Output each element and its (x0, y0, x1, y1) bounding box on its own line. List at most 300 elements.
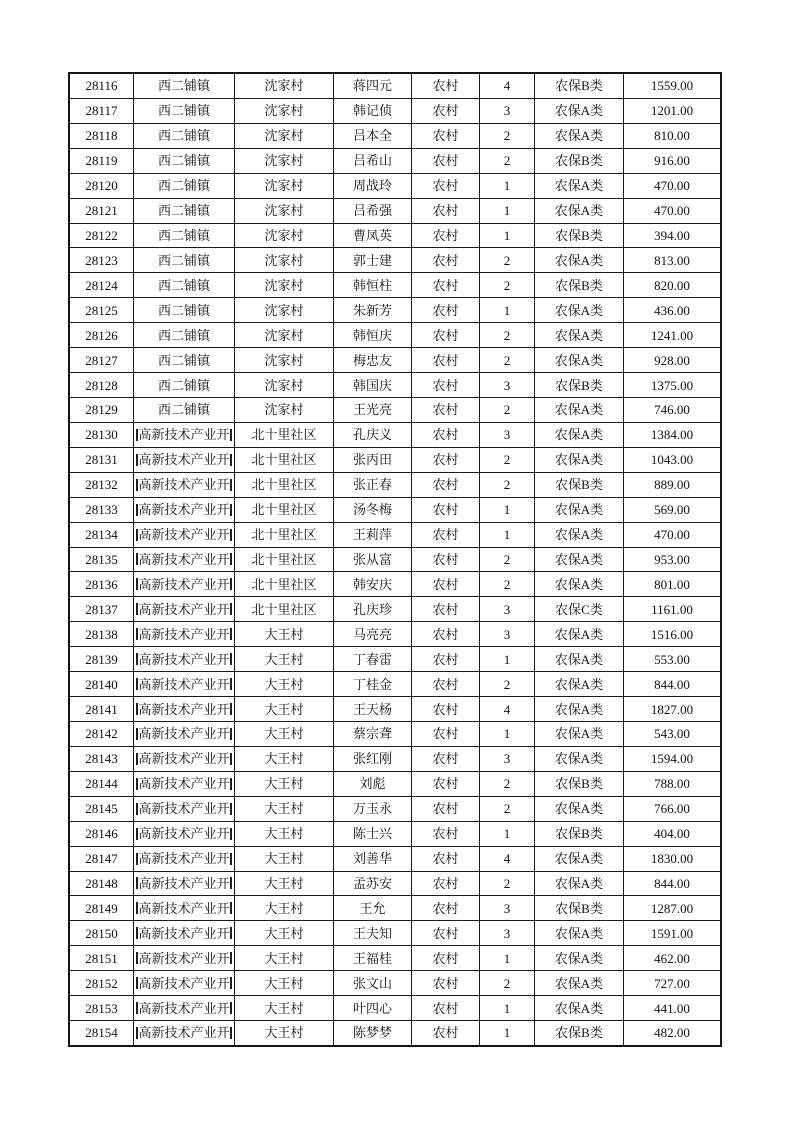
cell-village: 大王村 (235, 647, 334, 671)
cell-village: 大王村 (235, 722, 334, 746)
cell-person-name: 韩安庆 (334, 572, 412, 596)
cell-town (134, 722, 235, 746)
cell-person-name: 孟苏安 (334, 872, 412, 896)
cell-record-no: 28128 (70, 373, 134, 397)
cell-household-type: 农村 (412, 348, 480, 372)
cell-record-no: 28131 (70, 448, 134, 472)
cell-person-name: 丁桂金 (334, 672, 412, 696)
cell-person-name: 韩恒庆 (334, 323, 412, 347)
cell-village: 北十里社区 (235, 448, 334, 472)
town-text: 高新技术产业开 (138, 427, 230, 443)
town-text: 高新技术产业开 (138, 875, 230, 891)
table-row (70, 199, 720, 224)
cell-household-type: 农村 (412, 548, 480, 572)
clipped-glyph-sliver (136, 778, 138, 790)
cell-amount: 482.00 (654, 1025, 690, 1041)
table-row (70, 996, 720, 1021)
table-row (70, 273, 720, 298)
cell-village: 大王村 (235, 971, 334, 995)
pension-benefit-table (68, 72, 722, 1047)
cell-person-count: 2 (480, 273, 535, 297)
cell-village: 北十里社区 (235, 572, 334, 596)
clipped-glyph-sliver (136, 952, 138, 964)
cell-village: 沈家村 (235, 199, 334, 223)
cell-person-name: 陈士兴 (334, 822, 412, 846)
cell-household-type: 农村 (412, 597, 480, 621)
cell-person-count: 2 (480, 448, 535, 472)
table-row (70, 174, 720, 199)
cell-person-count: 1 (480, 498, 535, 522)
cell-record-no: 28123 (70, 248, 134, 272)
cell-town: 西二铺镇 (134, 348, 235, 372)
cell-amount: 1287.00 (650, 900, 694, 916)
cell-village: 北十里社区 (235, 423, 334, 447)
cell-amount: 844.00 (654, 676, 690, 692)
cell-town: 西二铺镇 (134, 373, 235, 397)
cell-village: 北十里社区 (235, 597, 334, 621)
cell-village: 大王村 (235, 896, 334, 920)
cell-town (134, 921, 235, 945)
cell-person-count: 1 (480, 1021, 535, 1045)
cell-household-type: 农村 (412, 872, 480, 896)
table-row (70, 647, 720, 672)
cell-amount: 746.00 (654, 402, 690, 418)
cell-insurance-category: 农保A类 (535, 971, 624, 995)
clipped-glyph-sliver (230, 578, 232, 590)
town-text: 高新技术产业开 (138, 576, 230, 592)
cell-person-name: 周战玲 (334, 174, 412, 198)
cell-household-type: 农村 (412, 971, 480, 995)
table-row (70, 872, 720, 897)
clipped-glyph-sliver (230, 977, 232, 989)
cell-household-type: 农村 (412, 946, 480, 970)
town-text: 高新技术产业开 (138, 502, 230, 518)
cell-insurance-category: 农保A类 (535, 298, 624, 322)
cell-village: 沈家村 (235, 99, 334, 123)
cell-person-name: 韩记侦 (334, 99, 412, 123)
cell-person-count: 4 (480, 74, 535, 98)
cell-town (134, 1021, 235, 1045)
cell-town: 西二铺镇 (134, 298, 235, 322)
clipped-glyph-sliver (136, 603, 138, 615)
cell-amount: 470.00 (654, 527, 690, 543)
cell-insurance-category: 农保B类 (535, 373, 624, 397)
town-text: 高新技术产业开 (138, 527, 230, 543)
cell-person-count: 3 (480, 921, 535, 945)
cell-village: 大王村 (235, 822, 334, 846)
cell-insurance-category: 农保A类 (535, 348, 624, 372)
cell-amount: 1516.00 (650, 626, 694, 642)
cell-town (134, 971, 235, 995)
cell-amount: 788.00 (654, 776, 690, 792)
town-text: 高新技术产业开 (138, 1025, 230, 1041)
cell-person-count: 2 (480, 323, 535, 347)
cell-person-name: 叶四心 (334, 996, 412, 1020)
cell-town: 西二铺镇 (134, 248, 235, 272)
cell-village: 北十里社区 (235, 523, 334, 547)
cell-household-type: 农村 (412, 921, 480, 945)
cell-village: 大王村 (235, 921, 334, 945)
cell-town: 西二铺镇 (134, 99, 235, 123)
cell-town: 西二铺镇 (134, 74, 235, 98)
cell-amount: 820.00 (654, 277, 690, 293)
cell-person-count: 3 (480, 99, 535, 123)
town-text: 高新技术产业开 (138, 925, 230, 941)
cell-amount: 916.00 (654, 153, 690, 169)
cell-insurance-category: 农保A类 (535, 921, 624, 945)
clipped-glyph-sliver (136, 553, 138, 565)
clipped-glyph-sliver (136, 853, 138, 865)
cell-insurance-category: 农保A类 (535, 323, 624, 347)
clipped-glyph-sliver (136, 753, 138, 765)
cell-insurance-category: 农保A类 (535, 99, 624, 123)
table-row (70, 124, 720, 149)
cell-person-count: 2 (480, 672, 535, 696)
clipped-glyph-sliver (230, 703, 232, 715)
clipped-glyph-sliver (136, 678, 138, 690)
cell-town: 西二铺镇 (134, 398, 235, 422)
cell-town (134, 647, 235, 671)
cell-household-type: 农村 (412, 722, 480, 746)
clipped-glyph-sliver (136, 504, 138, 516)
table-row (70, 498, 720, 523)
cell-insurance-category: 农保B类 (535, 273, 624, 297)
cell-insurance-category: 农保A类 (535, 946, 624, 970)
cell-town (134, 597, 235, 621)
cell-town: 西二铺镇 (134, 149, 235, 173)
table-row (70, 971, 720, 996)
cell-record-no: 28140 (70, 672, 134, 696)
clipped-glyph-sliver (136, 1002, 138, 1014)
cell-household-type: 农村 (412, 747, 480, 771)
cell-village: 沈家村 (235, 348, 334, 372)
clipped-glyph-sliver (230, 803, 232, 815)
clipped-glyph-sliver (230, 504, 232, 516)
cell-amount: 928.00 (654, 352, 690, 368)
cell-record-no: 28154 (70, 1021, 134, 1045)
clipped-glyph-sliver (230, 653, 232, 665)
clipped-glyph-sliver (230, 1002, 232, 1014)
cell-person-name: 梅忠友 (334, 348, 412, 372)
clipped-glyph-sliver (230, 927, 232, 939)
cell-amount: 766.00 (654, 801, 690, 817)
cell-insurance-category: 农保B类 (535, 896, 624, 920)
cell-village: 沈家村 (235, 224, 334, 248)
cell-insurance-category: 农保A类 (535, 174, 624, 198)
cell-record-no: 28141 (70, 697, 134, 721)
cell-amount: 810.00 (654, 128, 690, 144)
cell-village: 沈家村 (235, 174, 334, 198)
cell-amount: 813.00 (654, 252, 690, 268)
cell-village: 大王村 (235, 697, 334, 721)
cell-village: 北十里社区 (235, 473, 334, 497)
cell-record-no: 28118 (70, 124, 134, 148)
clipped-glyph-sliver (136, 877, 138, 889)
cell-insurance-category: 农保B类 (535, 149, 624, 173)
cell-town (134, 797, 235, 821)
cell-household-type: 农村 (412, 473, 480, 497)
cell-record-no: 28129 (70, 398, 134, 422)
cell-person-count: 1 (480, 298, 535, 322)
cell-town (134, 448, 235, 472)
cell-record-no: 28143 (70, 747, 134, 771)
clipped-glyph-sliver (136, 927, 138, 939)
cell-person-count: 1 (480, 822, 535, 846)
cell-village: 沈家村 (235, 124, 334, 148)
cell-household-type: 农村 (412, 822, 480, 846)
cell-town (134, 622, 235, 646)
cell-person-count: 1 (480, 722, 535, 746)
cell-record-no: 28122 (70, 224, 134, 248)
town-text: 高新技术产业开 (138, 826, 230, 842)
cell-village: 大王村 (235, 747, 334, 771)
cell-household-type: 农村 (412, 797, 480, 821)
cell-town (134, 946, 235, 970)
cell-amount: 801.00 (654, 576, 690, 592)
cell-person-count: 2 (480, 797, 535, 821)
cell-amount: 953.00 (654, 551, 690, 567)
town-text: 高新技术产业开 (138, 1000, 230, 1016)
cell-amount: 844.00 (654, 875, 690, 891)
town-text: 高新技术产业开 (138, 651, 230, 667)
table-row (70, 797, 720, 822)
clipped-glyph-sliver (230, 853, 232, 865)
cell-household-type: 农村 (412, 149, 480, 173)
town-text: 高新技术产业开 (138, 726, 230, 742)
table-row (70, 597, 720, 622)
cell-record-no: 28121 (70, 199, 134, 223)
cell-town (134, 473, 235, 497)
cell-town (134, 896, 235, 920)
cell-village: 沈家村 (235, 248, 334, 272)
cell-insurance-category: 农保B类 (535, 1021, 624, 1045)
cell-person-name: 韩恒柱 (334, 273, 412, 297)
cell-household-type: 农村 (412, 847, 480, 871)
table-row (70, 896, 720, 921)
table-row (70, 298, 720, 323)
cell-town (134, 847, 235, 871)
cell-record-no: 28142 (70, 722, 134, 746)
cell-village: 沈家村 (235, 74, 334, 98)
cell-person-name: 万玉永 (334, 797, 412, 821)
cell-household-type: 农村 (412, 248, 480, 272)
cell-person-count: 3 (480, 896, 535, 920)
cell-amount: 1241.00 (650, 327, 694, 343)
cell-insurance-category: 农保A类 (535, 697, 624, 721)
cell-person-count: 2 (480, 572, 535, 596)
cell-person-count: 1 (480, 647, 535, 671)
table-row (70, 523, 720, 548)
cell-person-name: 张正春 (334, 473, 412, 497)
cell-person-name: 张文山 (334, 971, 412, 995)
table-row (70, 1021, 720, 1045)
clipped-glyph-sliver (136, 902, 138, 914)
cell-amount: 1827.00 (650, 701, 694, 717)
cell-town (134, 747, 235, 771)
cell-amount: 1043.00 (650, 452, 694, 468)
cell-insurance-category: 农保B类 (535, 772, 624, 796)
cell-record-no: 28146 (70, 822, 134, 846)
cell-person-count: 3 (480, 622, 535, 646)
cell-household-type: 农村 (412, 398, 480, 422)
clipped-glyph-sliver (230, 553, 232, 565)
cell-town (134, 822, 235, 846)
cell-person-count: 4 (480, 697, 535, 721)
cell-household-type: 农村 (412, 298, 480, 322)
cell-record-no: 28151 (70, 946, 134, 970)
cell-household-type: 农村 (412, 1021, 480, 1045)
table-row (70, 548, 720, 573)
table-row (70, 622, 720, 647)
cell-person-count: 1 (480, 199, 535, 223)
clipped-glyph-sliver (136, 977, 138, 989)
cell-record-no: 28144 (70, 772, 134, 796)
table-row (70, 722, 720, 747)
cell-person-name: 马亮亮 (334, 622, 412, 646)
cell-record-no: 28152 (70, 971, 134, 995)
cell-household-type: 农村 (412, 373, 480, 397)
table-row (70, 847, 720, 872)
table-row (70, 772, 720, 797)
table-row (70, 473, 720, 498)
table-row (70, 74, 720, 99)
cell-town (134, 572, 235, 596)
cell-person-name: 王允 (334, 896, 412, 920)
cell-town (134, 523, 235, 547)
cell-record-no: 28135 (70, 548, 134, 572)
cell-insurance-category: 农保B类 (535, 224, 624, 248)
cell-record-no: 28139 (70, 647, 134, 671)
cell-person-count: 4 (480, 847, 535, 871)
cell-insurance-category: 农保A类 (535, 248, 624, 272)
clipped-glyph-sliver (230, 479, 232, 491)
cell-insurance-category: 农保A类 (535, 672, 624, 696)
cell-town: 西二铺镇 (134, 174, 235, 198)
cell-person-name: 王夫知 (334, 921, 412, 945)
cell-person-name: 王天杨 (334, 697, 412, 721)
table-row (70, 946, 720, 971)
cell-amount: 543.00 (654, 726, 690, 742)
cell-person-name: 刘彪 (334, 772, 412, 796)
cell-amount: 1559.00 (650, 78, 694, 94)
cell-household-type: 农村 (412, 323, 480, 347)
cell-town: 西二铺镇 (134, 273, 235, 297)
cell-record-no: 28153 (70, 996, 134, 1020)
cell-household-type: 农村 (412, 996, 480, 1020)
cell-amount: 441.00 (654, 1000, 690, 1016)
cell-insurance-category: 农保A类 (535, 722, 624, 746)
cell-record-no: 28138 (70, 622, 134, 646)
clipped-glyph-sliver (136, 828, 138, 840)
clipped-glyph-sliver (136, 803, 138, 815)
cell-record-no: 28117 (70, 99, 134, 123)
cell-person-name: 曹凤英 (334, 224, 412, 248)
cell-record-no: 28127 (70, 348, 134, 372)
town-text: 高新技术产业开 (138, 851, 230, 867)
clipped-glyph-sliver (230, 902, 232, 914)
town-text: 高新技术产业开 (138, 676, 230, 692)
table-row (70, 323, 720, 348)
cell-person-count: 1 (480, 224, 535, 248)
table-row (70, 423, 720, 448)
cell-household-type: 农村 (412, 572, 480, 596)
cell-person-count: 1 (480, 946, 535, 970)
cell-insurance-category: 农保B类 (535, 74, 624, 98)
cell-amount: 470.00 (654, 203, 690, 219)
cell-person-name: 刘善华 (334, 847, 412, 871)
cell-insurance-category: 农保A类 (535, 548, 624, 572)
town-text: 高新技术产业开 (138, 950, 230, 966)
cell-household-type: 农村 (412, 697, 480, 721)
cell-town (134, 772, 235, 796)
cell-amount: 394.00 (654, 227, 690, 243)
clipped-glyph-sliver (136, 479, 138, 491)
cell-person-name: 张红刚 (334, 747, 412, 771)
cell-record-no: 28126 (70, 323, 134, 347)
cell-amount: 1201.00 (650, 103, 694, 119)
clipped-glyph-sliver (230, 753, 232, 765)
cell-person-name: 吕本全 (334, 124, 412, 148)
cell-town: 西二铺镇 (134, 124, 235, 148)
cell-amount: 1375.00 (650, 377, 694, 393)
cell-insurance-category: 农保A类 (535, 622, 624, 646)
clipped-glyph-sliver (136, 703, 138, 715)
town-text: 高新技术产业开 (138, 801, 230, 817)
cell-village: 北十里社区 (235, 548, 334, 572)
cell-amount: 1594.00 (650, 751, 694, 767)
cell-person-count: 1 (480, 523, 535, 547)
cell-record-no: 28134 (70, 523, 134, 547)
cell-amount: 1830.00 (650, 851, 694, 867)
cell-village: 大王村 (235, 622, 334, 646)
table-row (70, 224, 720, 249)
table-row (70, 822, 720, 847)
cell-insurance-category: 农保A类 (535, 498, 624, 522)
cell-amount: 1384.00 (650, 427, 694, 443)
table-row (70, 697, 720, 722)
cell-person-name: 王光亮 (334, 398, 412, 422)
cell-town (134, 872, 235, 896)
cell-insurance-category: 农保A类 (535, 572, 624, 596)
cell-amount: 889.00 (654, 477, 690, 493)
clipped-glyph-sliver (230, 628, 232, 640)
cell-person-count: 1 (480, 996, 535, 1020)
cell-village: 大王村 (235, 772, 334, 796)
cell-person-name: 张从富 (334, 548, 412, 572)
cell-town: 西二铺镇 (134, 199, 235, 223)
clipped-glyph-sliver (136, 653, 138, 665)
cell-household-type: 农村 (412, 423, 480, 447)
clipped-glyph-sliver (230, 529, 232, 541)
cell-insurance-category: 农保A类 (535, 124, 624, 148)
town-text: 高新技术产业开 (138, 975, 230, 991)
cell-household-type: 农村 (412, 896, 480, 920)
cell-person-count: 3 (480, 423, 535, 447)
clipped-glyph-sliver (230, 454, 232, 466)
cell-household-type: 农村 (412, 672, 480, 696)
table-row (70, 448, 720, 473)
cell-person-count: 3 (480, 747, 535, 771)
cell-person-name: 王莉萍 (334, 523, 412, 547)
cell-person-count: 2 (480, 772, 535, 796)
cell-insurance-category: 农保A类 (535, 847, 624, 871)
cell-amount: 727.00 (654, 975, 690, 991)
town-text: 高新技术产业开 (138, 452, 230, 468)
cell-person-name: 郭士建 (334, 248, 412, 272)
cell-person-name: 朱新芳 (334, 298, 412, 322)
clipped-glyph-sliver (136, 1027, 138, 1039)
cell-village: 沈家村 (235, 149, 334, 173)
